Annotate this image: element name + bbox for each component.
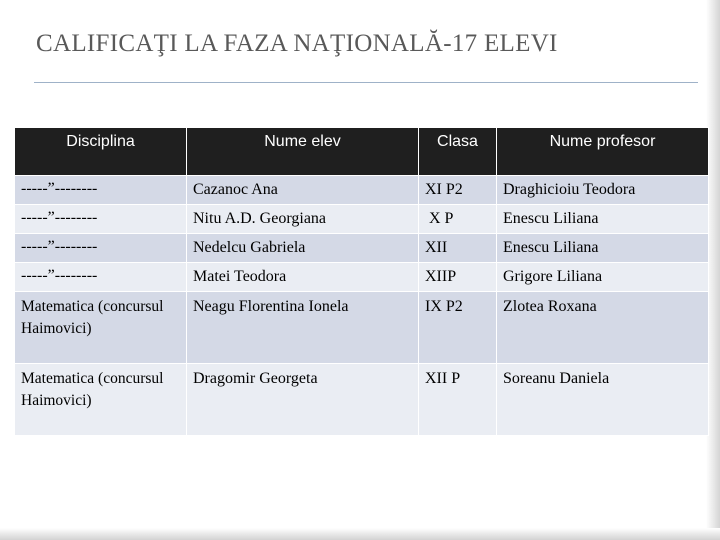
cell-clasa: XII — [419, 234, 497, 263]
cell-nume-profesor: Enescu Liliana — [497, 234, 709, 263]
title-underline — [34, 82, 698, 83]
qualified-students-table — [14, 127, 709, 436]
cell-nume-elev: Cazanoc Ana — [187, 176, 419, 205]
cell-disciplina: Matematica (concursul Haimovici) — [15, 364, 187, 436]
table-row — [15, 176, 709, 205]
cell-clasa: X P — [419, 205, 497, 234]
cell-clasa: IX P2 — [419, 292, 497, 364]
header-disciplina: Disciplina — [15, 128, 187, 176]
cell-nume-elev: Nitu A.D. Georgiana — [187, 205, 419, 234]
header-nume-elev: Nume elev — [187, 128, 419, 176]
cell-nume-elev: Dragomir Georgeta — [187, 364, 419, 436]
cell-disciplina: -----”-------- — [15, 263, 187, 292]
cell-nume-profesor: Grigore Liliana — [497, 263, 709, 292]
slide-title: CALIFICAŢI LA FAZA NAŢIONALĂ-17 ELEVI — [36, 30, 558, 57]
table-header-row — [15, 128, 709, 176]
header-nume-profesor: Nume profesor — [497, 128, 709, 176]
cell-nume-elev: Matei Teodora — [187, 263, 419, 292]
table-row — [15, 292, 709, 364]
table-row — [15, 234, 709, 263]
cell-disciplina: Matematica (concursul Haimovici) — [15, 292, 187, 364]
cell-nume-profesor: Draghicioiu Teodora — [497, 176, 709, 205]
cell-nume-profesor: Enescu Liliana — [497, 205, 709, 234]
cell-nume-profesor: Zlotea Roxana — [497, 292, 709, 364]
cell-disciplina: -----”-------- — [15, 205, 187, 234]
table-row — [15, 205, 709, 234]
table-row — [15, 263, 709, 292]
cell-disciplina: -----”-------- — [15, 234, 187, 263]
slide-edge-shadow-bottom — [0, 528, 720, 540]
cell-disciplina: -----”-------- — [15, 176, 187, 205]
cell-clasa: XII P — [419, 364, 497, 436]
cell-clasa: XIIP — [419, 263, 497, 292]
cell-nume-elev: Neagu Florentina Ionela — [187, 292, 419, 364]
table-row — [15, 364, 709, 436]
cell-clasa: XI P2 — [419, 176, 497, 205]
cell-nume-profesor: Soreanu Daniela — [497, 364, 709, 436]
cell-nume-elev: Nedelcu Gabriela — [187, 234, 419, 263]
header-clasa: Clasa — [419, 128, 497, 176]
